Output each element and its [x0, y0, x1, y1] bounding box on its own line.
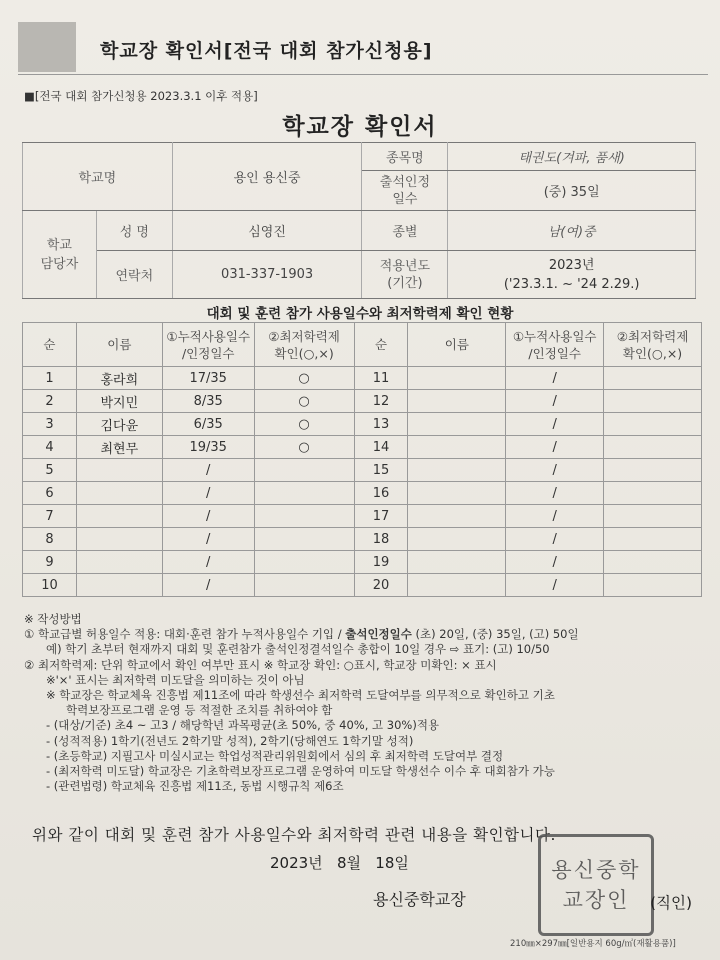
header-no-left: 순	[23, 323, 77, 367]
table-row	[23, 367, 702, 390]
table-row	[23, 436, 702, 459]
school-label: 학교명	[23, 143, 173, 211]
event-value: 태권도(겨파, 품새)	[448, 143, 696, 171]
form-title-bar	[18, 14, 708, 75]
row-check-left: ○	[254, 390, 354, 413]
row-no-left: 4	[23, 436, 77, 459]
note-9: - (최저학력 미도달) 학교장은 기초학력보장프로그램 운영하여 미도달 학생선수 이수 후 대회참가 가능	[46, 764, 555, 779]
header-check-right: ②최저학력제 확인(○,×)	[604, 323, 702, 367]
row-check-right	[604, 436, 702, 459]
note-4: ※ 학교장은 학교체육 진흥법 제11조에 따라 학생선수 최저학력 도달여부를 의무적으로 확인하고 기초	[46, 688, 555, 703]
row-check-right	[604, 574, 702, 597]
school-info-table	[22, 142, 696, 299]
row-check-right	[604, 367, 702, 390]
row-check-right	[604, 482, 702, 505]
issue-date: 2023년 8월 18일	[270, 854, 409, 872]
notes-heading: ※ 작성방법	[24, 612, 82, 626]
event-label: 종목명	[362, 143, 448, 171]
row-name-right	[408, 436, 506, 459]
staff-name-label: 성 명	[96, 211, 172, 251]
staff-label: 학교 담당자	[23, 211, 97, 299]
row-days-left: /	[162, 505, 254, 528]
row-check-left	[254, 551, 354, 574]
year-cell	[448, 251, 696, 299]
row-no-right: 16	[354, 482, 408, 505]
row-name-left	[76, 482, 162, 505]
table-row	[23, 459, 702, 482]
table-row	[23, 482, 702, 505]
school-value: 용인 용신중	[172, 143, 362, 211]
note-1	[24, 627, 714, 642]
row-check-left: ○	[254, 436, 354, 459]
row-check-right	[604, 413, 702, 436]
row-name-right	[408, 482, 506, 505]
row-no-right: 20	[354, 574, 408, 597]
table-row	[23, 528, 702, 551]
row-no-left: 8	[23, 528, 77, 551]
row-check-left	[254, 459, 354, 482]
row-name-right	[408, 528, 506, 551]
row-name-left: 홍라희	[76, 367, 162, 390]
row-no-right: 19	[354, 551, 408, 574]
note-6: - (대상/기준) 초4 ~ 고3 / 해당학년 과목평균(초 50%, 중 40%, 고 30%)적용	[46, 718, 440, 733]
note-10: - (관련법령) 학교체육 진흥법 제11조, 동법 시행규칙 제6조	[46, 779, 344, 794]
note-1-example: 예) 학기 초부터 현재까지 대회 및 훈련참가 출석인정결석일수 총합이 10일 경우 ⇨ 표기: (고) 10/50	[46, 642, 550, 657]
seal-label: (직인)	[650, 894, 693, 912]
year-label: 적용년도 (기간)	[362, 251, 448, 299]
note-7: - (성적적용) 1학기(전년도 2학기말 성적), 2학기(당해연도 1학기말 성적)	[46, 733, 414, 748]
confirmation-statement: 위와 같이 대회 및 훈련 참가 사용일수와 최저학력 관련 내용을 확인합니다.	[32, 826, 556, 844]
note-1-text: ① 학교급별 허용일수 적용: 대회·훈련 참가 누적사용일수 기입 /	[24, 627, 346, 642]
table-row	[23, 551, 702, 574]
header-check-left: ②최저학력제 확인(○,×)	[254, 323, 354, 367]
row-name-left	[76, 574, 162, 597]
row-name-right	[408, 367, 506, 390]
row-days-right: /	[506, 505, 604, 528]
table-row	[23, 413, 702, 436]
row-no-left: 5	[23, 459, 77, 482]
row-check-left	[254, 528, 354, 551]
title-gray-block	[18, 22, 76, 72]
row-days-left: /	[162, 551, 254, 574]
form-subtitle: ■[전국 대회 참가신청용 2023.3.1 이후 적용]	[24, 89, 258, 103]
row-check-left	[254, 505, 354, 528]
row-no-left: 3	[23, 413, 77, 436]
row-days-right: /	[506, 367, 604, 390]
table-body	[23, 367, 702, 597]
row-name-left: 박지민	[76, 390, 162, 413]
row-check-right	[604, 390, 702, 413]
row-name-left	[76, 459, 162, 482]
row-days-left: 8/35	[162, 390, 254, 413]
row-days-right: /	[506, 436, 604, 459]
row-days-left: 6/35	[162, 413, 254, 436]
row-no-right: 15	[354, 459, 408, 482]
row-days-right: /	[506, 551, 604, 574]
note-2: ② 최저학력제: 단위 학교에서 확인 여부만 표시 ※ 학교장 확인: ○표시, 학교장 미확인: × 표시	[24, 657, 497, 672]
row-no-right: 14	[354, 436, 408, 459]
row-days-right: /	[506, 413, 604, 436]
row-no-right: 11	[354, 367, 408, 390]
document-title: 학교장 확인서	[282, 114, 438, 140]
header-no-right: 순	[354, 323, 408, 367]
row-check-left: ○	[254, 367, 354, 390]
header-days-left: ①누적사용일수 /인정일수	[162, 323, 254, 367]
row-name-left	[76, 528, 162, 551]
period-value: ('23.3.1. ~ '24 2.29.)	[503, 276, 640, 292]
table-row	[23, 505, 702, 528]
row-no-right: 12	[354, 390, 408, 413]
staff-name-value: 심영진	[172, 211, 362, 251]
year-value: 2023년	[548, 257, 595, 273]
attendance-days-label: 출석인정 일수	[362, 171, 448, 211]
contact-value: 031-337-1903	[172, 251, 362, 299]
gender-label: 종별	[362, 211, 448, 251]
row-no-right: 18	[354, 528, 408, 551]
note-5: 학력보장프로그램 운영 등 적절한 조치를 취하여야 함	[66, 703, 333, 718]
seal-stamp-text: 용신중학교장인	[551, 858, 641, 912]
row-name-right	[408, 505, 506, 528]
row-check-right	[604, 528, 702, 551]
row-days-right: /	[506, 459, 604, 482]
row-name-left	[76, 551, 162, 574]
row-days-left: /	[162, 528, 254, 551]
note-1-bold: 출석인정일수	[345, 627, 412, 642]
header-name-right: 이름	[408, 323, 506, 367]
row-days-right: /	[506, 574, 604, 597]
row-no-left: 6	[23, 482, 77, 505]
principal-name: 용신중학교장	[373, 890, 466, 909]
row-no-left: 9	[23, 551, 77, 574]
row-check-left	[254, 482, 354, 505]
paper-spec-footer: 210㎜×297㎜[일반용지 60g/㎡(재활용품)]	[510, 939, 676, 949]
row-check-right	[604, 551, 702, 574]
row-check-left	[254, 574, 354, 597]
row-name-right	[408, 551, 506, 574]
table-row	[23, 574, 702, 597]
instructions-section	[24, 612, 714, 794]
row-no-right: 13	[354, 413, 408, 436]
table-header-row	[23, 323, 702, 367]
row-no-left: 1	[23, 367, 77, 390]
header-name-left: 이름	[76, 323, 162, 367]
contact-label: 연락처	[96, 251, 172, 299]
gender-value: 남(여)중	[448, 211, 696, 251]
row-no-left: 7	[23, 505, 77, 528]
row-check-right	[604, 505, 702, 528]
student-status-table	[22, 322, 702, 597]
header-days-right: ①누적사용일수 /인정일수	[506, 323, 604, 367]
row-days-right: /	[506, 390, 604, 413]
official-seal-stamp	[538, 834, 654, 936]
row-days-right: /	[506, 482, 604, 505]
row-no-right: 17	[354, 505, 408, 528]
row-name-right	[408, 574, 506, 597]
form-main-title: 학교장 확인서[전국 대회 참가신청용]	[100, 40, 433, 62]
note-3: ※'×' 표시는 최저학력 미도달을 의미하는 것이 아님	[46, 672, 305, 687]
row-name-left: 최현무	[76, 436, 162, 459]
table-row	[23, 390, 702, 413]
row-no-left: 10	[23, 574, 77, 597]
note-1-tail: (초) 20일, (중) 35일, (고) 50일	[411, 627, 579, 642]
row-name-left: 김다윤	[76, 413, 162, 436]
row-check-left: ○	[254, 413, 354, 436]
row-days-left: /	[162, 482, 254, 505]
row-days-left: /	[162, 459, 254, 482]
row-name-left	[76, 505, 162, 528]
row-days-left: /	[162, 574, 254, 597]
row-name-right	[408, 459, 506, 482]
status-section-title: 대회 및 훈련 참가 사용일수와 최저학력제 확인 현황	[206, 306, 514, 322]
row-days-left: 17/35	[162, 367, 254, 390]
row-name-right	[408, 390, 506, 413]
row-days-left: 19/35	[162, 436, 254, 459]
attendance-days-value: (중) 35일	[448, 171, 696, 211]
row-days-right: /	[506, 528, 604, 551]
row-name-right	[408, 413, 506, 436]
note-8: - (초등학교) 지필고사 미실시교는 학업성적관리위원회에서 심의 후 최저학력 도달여부 결정	[46, 748, 504, 763]
row-check-right	[604, 459, 702, 482]
row-no-left: 2	[23, 390, 77, 413]
